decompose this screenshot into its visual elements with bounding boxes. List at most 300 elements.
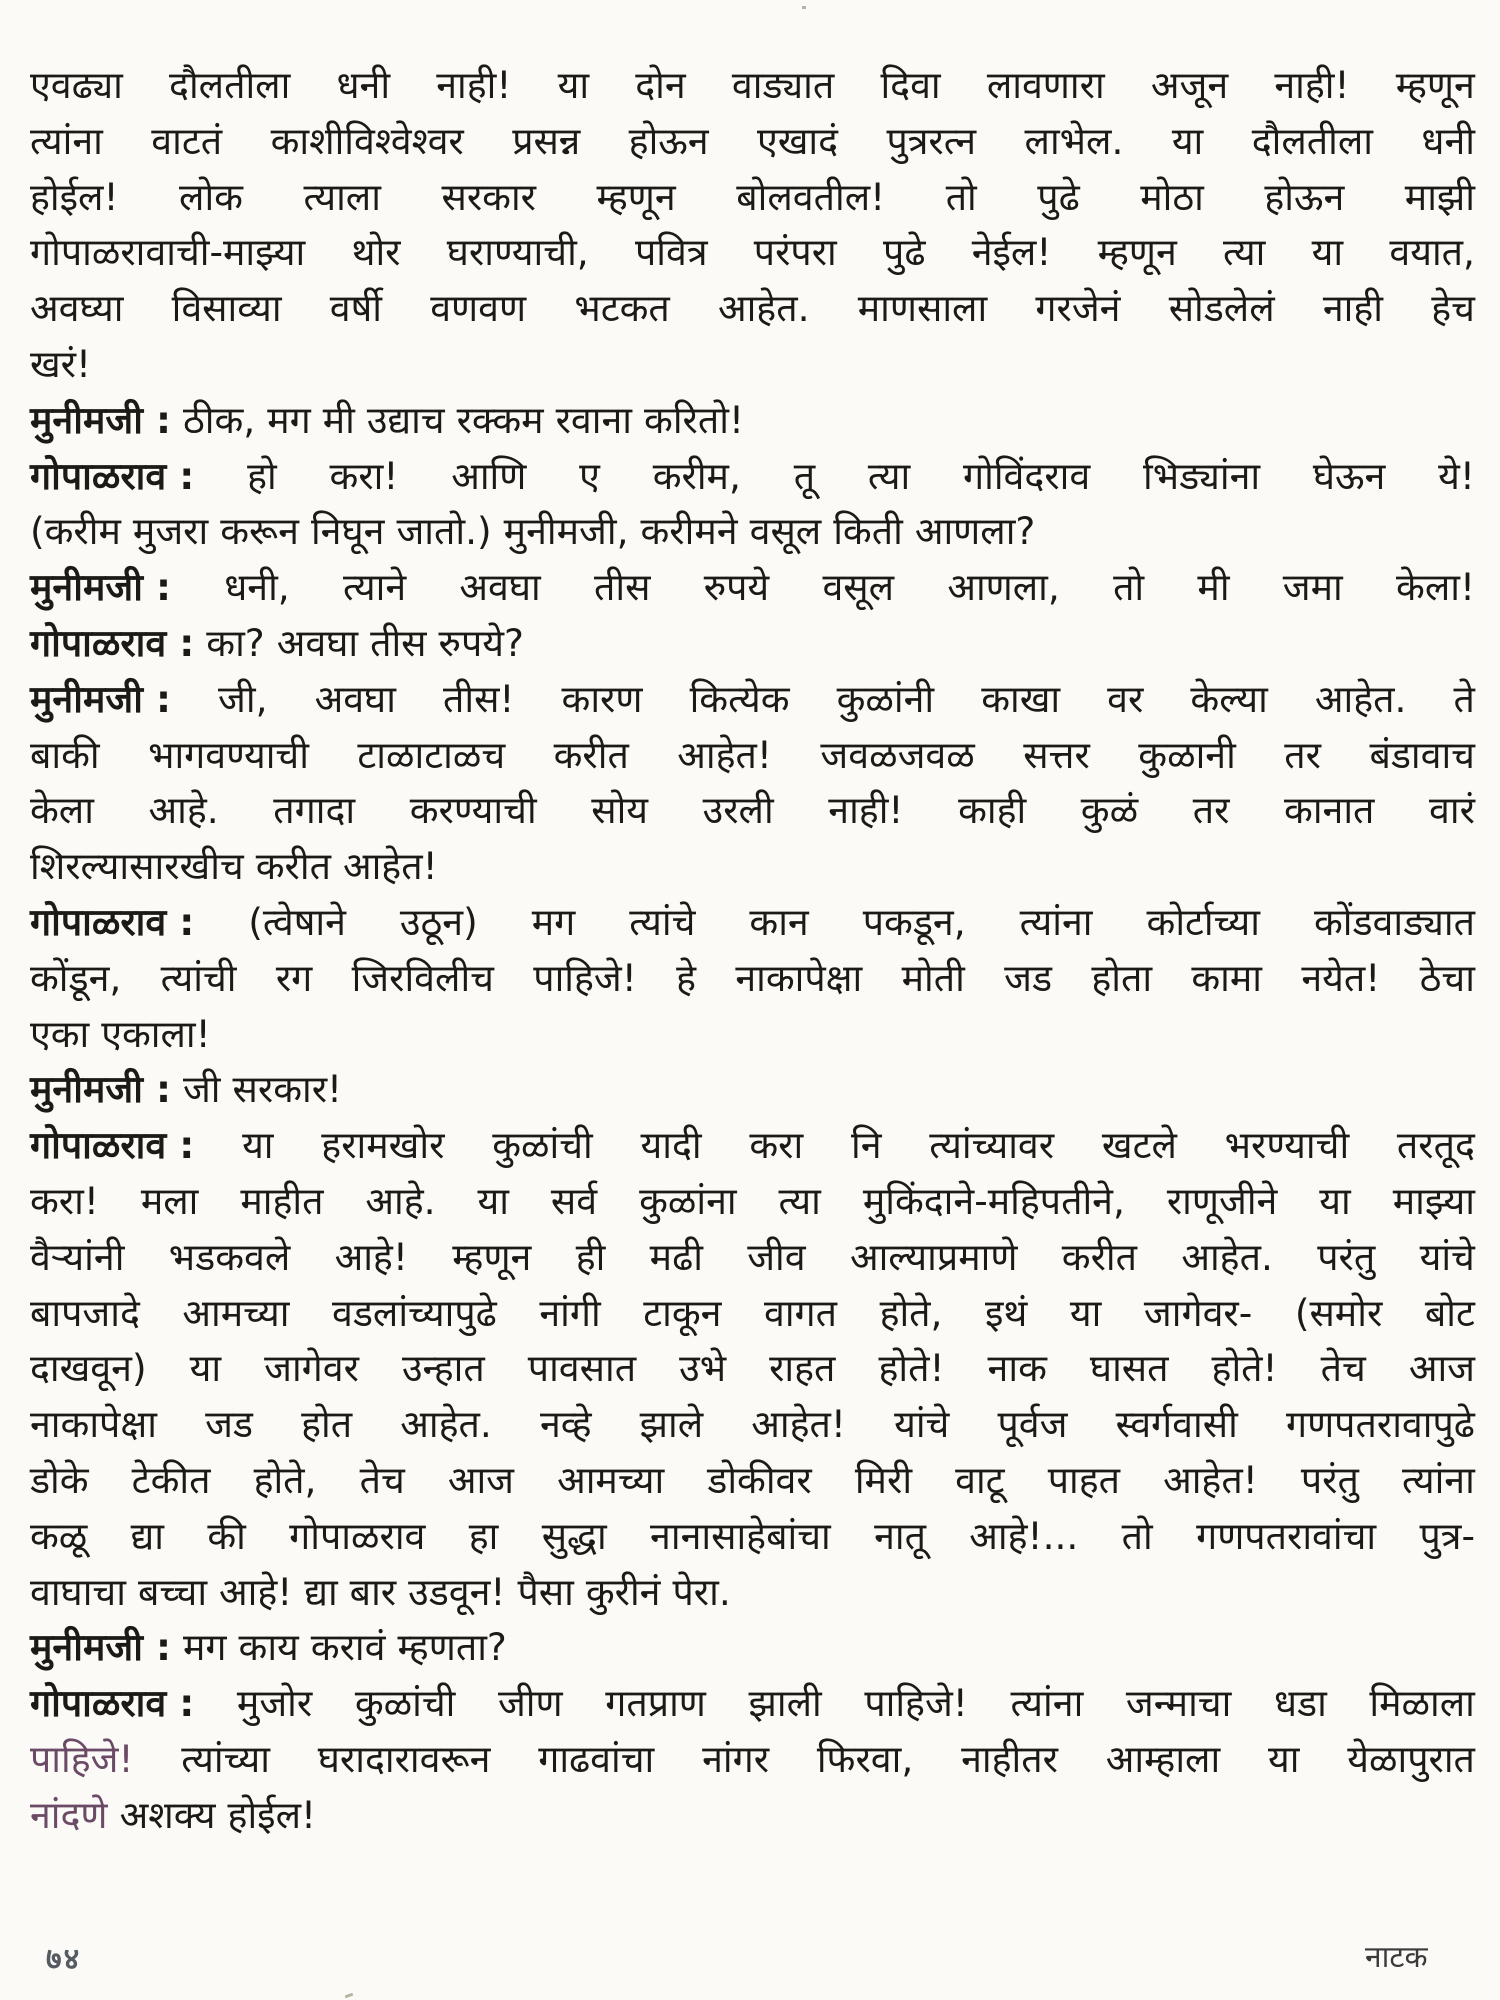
word: येळापुरात [1347,1736,1475,1781]
text-line [30,281,1475,337]
speaker-name: मुनीमजी : [30,1067,171,1112]
word: वर [1107,676,1144,721]
text-line [30,225,1475,281]
word: वयात, [1389,230,1475,275]
word: गोविंदराव [963,453,1091,498]
word: माझ्या [1392,1178,1475,1223]
word: खटले [1101,1123,1177,1168]
speaker-name: गोपाळराव : [30,1681,195,1726]
text-line [30,1509,1475,1565]
word: आहेत! [751,1402,846,1447]
word: प्रसन्न [512,118,581,163]
word: म्हणून [1097,230,1177,275]
word: लावणारा [986,63,1105,107]
word: (समोर [1294,1290,1383,1335]
word: उद्याच [366,397,445,442]
word: पुढे [1037,174,1080,219]
word: करीत [255,844,331,889]
word: पैसा [517,1569,574,1614]
word: नाकापेक्षा [735,955,863,1000]
word: यांचे [894,1402,950,1447]
word: म्हणून [596,174,676,219]
word: म्हणून [1395,63,1475,107]
word: टाकून [643,1290,722,1335]
word: शिरल्यासारखीच [30,844,244,889]
word: वसूल [749,509,822,554]
word: अजून [1150,63,1229,107]
word: वाटू [955,1457,1005,1502]
word: सोय [591,788,649,833]
word: इथं [985,1290,1028,1335]
word: पुढे [883,230,926,275]
word: होते, [879,1290,943,1335]
word: आहे. [148,788,219,833]
word: बापजादे [30,1290,140,1335]
word: यादी [640,1123,702,1168]
word: मी [1197,565,1230,610]
word: पावसात [527,1346,637,1391]
word: परंपरा [753,230,837,275]
word: राहत [769,1346,836,1391]
word: तर [1192,788,1230,833]
word: जिरविलीच [351,955,494,1000]
word: सरकार [441,174,537,219]
word: या [189,1346,222,1391]
word: तीस! [443,676,515,721]
word: पुत्ररत्न [886,118,977,163]
word: तीस [594,565,651,610]
word: माझी [1404,174,1475,219]
word: आज [1408,1346,1475,1391]
word: नाहीतर [961,1736,1058,1781]
word: या [1311,230,1344,275]
running-footer-title: नाटक [1365,1940,1428,1975]
word: या [1319,1178,1351,1223]
word: धडा [1273,1681,1327,1726]
word: कुळांना [639,1178,737,1223]
word: हेच [1431,286,1475,331]
word: तर [1284,732,1321,777]
text-line [30,114,1475,170]
word: जड [205,1402,253,1447]
word: ही [575,1234,606,1279]
word: घेऊन [1312,453,1386,498]
word: जीव [747,1234,806,1279]
word: नव्हे [539,1402,592,1447]
word: ए [579,453,600,498]
text-line [30,1565,1475,1621]
word: होते! [1211,1346,1278,1391]
word: नांदणे [30,1792,108,1837]
word: डोकीवर [707,1457,812,1502]
text-line [30,728,1475,784]
word: भटकत [574,286,670,331]
word: हे [676,955,697,1000]
word: भरण्याची [1224,1123,1350,1168]
word: करीम, [652,453,741,498]
word: पेरा. [672,1569,731,1614]
dialogue-line [30,1676,1475,1732]
word: करून [220,509,299,554]
text-line [30,951,1475,1007]
word: त्यांना [1401,1457,1475,1502]
word: अवघ्या [30,286,124,331]
word: वाड्यात [731,63,835,107]
text-line [30,1174,1475,1230]
dialogue-line [30,1062,1475,1118]
word: कुळांची [354,1681,456,1726]
word: धनी [336,63,391,107]
word: तीस [370,620,427,665]
word: लोक [179,174,243,219]
word: तू [793,453,816,498]
word: ये! [1438,453,1475,498]
word: या [1069,1290,1102,1335]
word: (करीम [30,509,121,554]
word: मग [182,1625,227,1670]
word: मुजोर [236,1681,313,1726]
word: एकाला! [101,1011,211,1056]
word: उडवून! [408,1569,506,1614]
word: जीण [497,1681,563,1726]
dialogue-line [30,560,1475,616]
word: हो [247,453,277,498]
text-line [30,1007,1475,1063]
word: जी, [218,676,268,721]
speaker-name: गोपाळराव : [30,899,195,944]
word: केला! [1396,565,1475,610]
word: गोपाळराव [289,1513,426,1558]
word: काही [958,788,1027,833]
word: आणला, [947,565,1060,610]
word: धनी [1421,118,1475,163]
word: आहे!... [969,1513,1079,1558]
word: आणला? [914,509,1036,554]
word: घराण्याची, [446,230,589,275]
word: यांचे [1419,1234,1475,1279]
word: करा! [30,1178,99,1223]
word: आहे! [334,1234,408,1279]
speaker-name: गोपाळराव : [30,620,195,665]
word: बार [349,1569,397,1614]
word: परंतु [1317,1234,1376,1279]
word: ठेचा [1419,955,1475,1000]
speaker-name: गोपाळराव : [30,453,195,498]
word: सरकार! [232,1067,343,1112]
word: दोन [635,63,686,107]
word: अवघा [459,565,541,610]
word: आणि [451,453,527,498]
word: रवाना [555,397,633,442]
word: गणपतरावापुढे [1285,1402,1475,1447]
word: नाही! [1274,63,1350,107]
text-line [30,839,1475,895]
word: नाही [1322,286,1384,331]
word: जवळजवळ [820,732,975,777]
word: होईल! [30,174,119,219]
word: करण्याची [409,788,537,833]
word: सर्व [550,1178,598,1223]
word: किती [833,509,903,554]
word: आम्हाला [1105,1736,1221,1781]
word: अवघा [314,676,396,721]
word: द्या [304,1569,338,1614]
word: लाभेल. [1024,118,1124,163]
word: वाघाचा [30,1569,126,1614]
dialogue-line [30,616,1475,672]
word: धनी, [224,565,290,610]
word: काय [238,1625,299,1670]
word: रुपये [703,565,770,610]
word: त्या [778,1178,821,1223]
word: उरली [702,788,774,833]
text-line [30,58,1475,114]
word: नातू [874,1513,926,1558]
word: मिळाला [1369,1681,1475,1726]
word: वागत [763,1290,838,1335]
word: त्याला [303,174,381,219]
word: कित्येक [689,676,790,721]
word: तगादा [273,788,356,833]
word: मोठा [1140,174,1204,219]
dialogue-line [30,393,1475,449]
word: झाले [639,1402,704,1447]
word: बोलवतील! [736,174,886,219]
word: काशीविश्वेश्वर [270,118,464,163]
word: या [242,1123,274,1168]
word: होऊन [1264,174,1345,219]
word: माणसाला [857,286,988,331]
dialogue-line [30,895,1475,951]
word: या [477,1178,509,1223]
word: सत्तर [1023,732,1090,777]
text-line [30,337,1475,393]
word: त्याने [342,565,407,610]
word: स्वर्गवासी [1115,1402,1238,1447]
word: वैऱ्यांनी [30,1234,125,1279]
word: आहे. [365,1178,436,1223]
word: नांगी [539,1290,601,1335]
word: बाकी [30,732,100,777]
word: आहेत. [717,286,810,331]
word: बच्चा [137,1569,208,1614]
word: होते! [878,1346,945,1391]
word: जागेवर- [1143,1290,1253,1335]
word: वणवण [430,286,527,331]
word: पाहिजे! [864,1681,968,1726]
word: भागवण्याची [148,732,309,777]
word: होते, [253,1457,317,1502]
word: पाहिजे! [30,1736,134,1781]
word: म्हणता? [397,1625,507,1670]
word: मोती [901,955,965,1000]
word: वर्षी [329,286,382,331]
word: बोट [1424,1290,1475,1335]
word: दौलतीला [1251,118,1373,163]
word: पकडून, [862,899,966,944]
word: विसाव्या [171,286,282,331]
word: सुद्धा [541,1513,607,1558]
word: खरं! [30,341,92,386]
word: दिवा [880,63,941,107]
word: मुजरा [132,509,209,554]
word: की [207,1513,246,1558]
word: या [557,63,590,107]
word: नांगर [702,1736,770,1781]
word: या [1267,1736,1300,1781]
word: आल्याप्रमाणे [849,1234,1018,1279]
word: आहेत. [1314,676,1407,721]
word: डोके [30,1457,89,1502]
word: परंतु [1300,1457,1359,1502]
word: एखादं [756,118,839,163]
word: नाही! [436,63,512,107]
word: तो [945,174,977,219]
word: का? [206,620,265,665]
word: गरजेनं [1035,286,1121,331]
word: त्यांना [30,118,103,163]
word: हरामखोर [321,1123,445,1168]
text-line [30,1732,1475,1788]
word: नाक [987,1346,1047,1391]
word: कुळं [1080,788,1139,833]
word: कुळांची [492,1123,593,1168]
word: कानात [1284,788,1375,833]
word: त्यांची [160,955,237,1000]
word: त्यांच्यावर [929,1123,1055,1168]
word: द्या [130,1513,164,1558]
word: तेच [1320,1346,1366,1391]
text-line [30,783,1475,839]
word: या [1171,118,1204,163]
word: करा! [329,453,399,498]
word: माहीत [240,1178,324,1223]
word: नाही! [828,788,904,833]
word: आज [447,1457,515,1502]
word: जातो.) [396,509,492,554]
word: त्या [1223,230,1266,275]
word: आहेत! [677,732,772,777]
text-line [30,504,1475,560]
word: म्हणून [452,1234,532,1279]
word: आमच्या [182,1290,290,1335]
word: होईल! [227,1792,317,1837]
word: जमा [1282,565,1343,610]
speaker-name: मुनीमजी : [30,676,171,721]
word: कोंडवाड्यात [1313,899,1475,944]
word: गतप्राण [605,1681,706,1726]
text-line [30,170,1475,226]
speaker-name: गोपाळराव : [30,1123,195,1168]
word: पाहत [1047,1457,1120,1502]
word: त्या [867,453,911,498]
word: वारं [1429,788,1475,833]
dialogue-line [30,1620,1475,1676]
word: जड [1004,955,1053,1000]
word: गोपाळरावाची-माझ्या [30,230,306,275]
word: थोर [351,230,401,275]
word: आहेत. [1181,1234,1273,1279]
word: मिरी [854,1457,913,1502]
word: जन्माचा [1125,1681,1232,1726]
word: जी [182,1067,221,1112]
word: रक्कम [456,397,544,442]
word: नानासाहेबांचा [650,1513,831,1558]
word: ठीक, [182,397,256,442]
word: पाहिजे! [533,955,637,1000]
speaker-name: मुनीमजी : [30,397,171,442]
word: झाली [748,1681,822,1726]
word: (त्वेषाने [248,899,346,944]
word: कामा [1191,955,1263,1000]
word: कान [749,899,809,944]
word: होत [301,1402,353,1447]
word: मढी [649,1234,703,1279]
word: पूर्वज [997,1402,1068,1447]
word: निघून [310,509,385,554]
word: नयेत! [1301,955,1381,1000]
word: केला [30,788,94,833]
word: होता [1091,955,1153,1000]
word: एवढ्या [30,63,123,107]
word: जागेवर [264,1346,359,1391]
word: सोडलेलं [1168,286,1275,331]
word: कुळानी [1138,732,1236,777]
word: रुपये? [438,620,524,665]
word: करीत [553,732,629,777]
word: मग [531,899,576,944]
speaker-name: मुनीमजी : [30,1625,171,1670]
word: करीत [1061,1234,1138,1279]
word: तेच [359,1457,405,1502]
word: राणूजीने [1166,1178,1278,1223]
word: करितो! [644,397,745,442]
word: बंडावाच [1369,732,1475,777]
word: एका [30,1011,90,1056]
word: मग [267,397,311,442]
word: मला [140,1178,199,1223]
word: वाटतं [151,118,223,163]
word: भिड्यांना [1143,453,1261,498]
word: त्यांना [1019,899,1093,944]
word: कोर्टाच्या [1146,899,1260,944]
page-number: ७४ [46,1942,82,1977]
paper-speck [802,6,806,9]
word: मुनीमजी, [503,509,629,554]
word: आमच्या [557,1457,665,1502]
word: त्यांचे [629,899,696,944]
text-line [30,1341,1475,1397]
word: हा [468,1513,499,1558]
word: उभे [679,1346,727,1391]
word: तो [1121,1513,1153,1558]
word: मुकिंदाने-महिपतीने, [862,1178,1125,1223]
text-line [30,1286,1475,1342]
word: केल्या [1190,676,1268,721]
word: आहेत! [342,844,438,889]
word: टाळाटाळच [357,732,506,777]
word: गणपतरावांचा [1196,1513,1377,1558]
word: कारण [561,676,643,721]
word: नाकापेक्षा [30,1402,157,1447]
word: रग [275,955,313,1000]
word: होऊन [628,118,709,163]
word: उठून) [399,899,478,944]
word: आहेत. [400,1402,492,1447]
word: दाखवून) [30,1346,147,1391]
speaker-name: मुनीमजी : [30,565,171,610]
dialogue-line [30,1118,1475,1174]
